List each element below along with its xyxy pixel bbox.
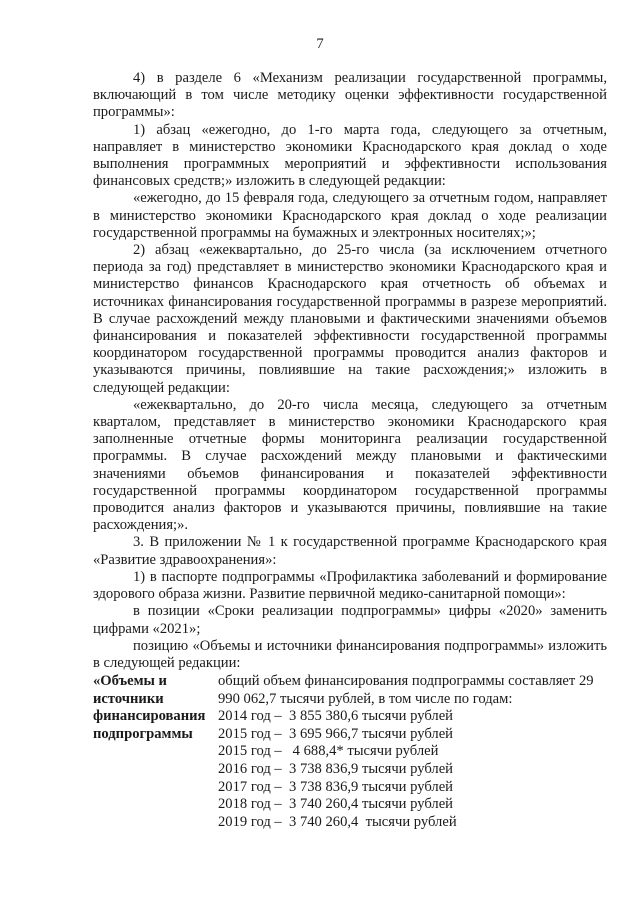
financing-year-row: 2017 год – 3 738 836,9 тысячи рублей bbox=[218, 778, 453, 795]
financing-table bbox=[93, 673, 607, 831]
paragraph-appendix-1: 3. В приложении № 1 к государственной программе Краснодарского края «Развитие здравоохранения»: bbox=[93, 534, 607, 568]
paragraph-terms: в позиции «Сроки реализации подпрограммы» цифры «2020» заменить цифрами «2021»; bbox=[93, 603, 607, 637]
body-text bbox=[93, 70, 607, 672]
paragraph-abzac-1-new: «ежегодно, до 15 февраля года, следующего за отчетным годом, направляет в министерство экономики Краснодарского края доклад о ходе реализации государственной программы на бумажных и электронных носителях;»; bbox=[93, 190, 607, 241]
paragraph-volumes: позицию «Объемы и источники финансирования подпрограммы» изложить в следующей редакции: bbox=[93, 637, 607, 671]
financing-year-row: 2019 год – 3 740 260,4 тысячи рублей bbox=[218, 813, 457, 830]
page-number: 7 bbox=[316, 36, 324, 52]
financing-year-row: 2014 год – 3 855 380,6 тысячи рублей bbox=[218, 708, 453, 725]
financing-values bbox=[218, 673, 607, 831]
financing-year-row: 2015 год – 3 695 966,7 тысячи рублей bbox=[218, 725, 453, 742]
financing-label: «Объемы и источники финансирования подпрограммы bbox=[93, 673, 206, 742]
paragraph-abzac-2-new: «ежеквартально, до 20-го числа месяца, следующего за отчетным кварталом, представляет в министерство экономики Краснодарского края заполненные отчетные формы мониторинга реализации государственной программы. В случае расхождений между плановыми и фактическими значениями объемов финансирования и показателей эффективности государственной программы координатором государственной программы проводится анализ факторов и указываются причины, повлиявшие на такие расхождения;». bbox=[93, 396, 607, 534]
paragraph-abzac-1: 1) абзац «ежегодно, до 1-го марта года, следующего за отчетным, направляет в министерство экономики Краснодарского края доклад о ходе выполнения программных мероприятий и эффективности использования финансовых средств;» изложить в следующей редакции: bbox=[93, 121, 607, 190]
financing-year-row: 2018 год – 3 740 260,4 тысячи рублей bbox=[218, 796, 453, 813]
financing-intro: общий объем финансирования подпрограммы составляет 29 990 062,7 тысячи рублей, в том числе по годам: bbox=[218, 673, 594, 707]
paragraph-passport: 1) в паспорте подпрограммы «Профилактика заболеваний и формирование здорового образа жизни. Развитие первичной медико-санитарной помощи»: bbox=[93, 568, 607, 603]
paragraph-abzac-2: 2) абзац «ежеквартально, до 25-го числа (за исключением отчетного периода за год) представляет в министерство экономики Краснодарского края и министерство финансов Краснодарского края отчетность об объемах и источниках финансирования государственной программы в разрезе мероприятий. В случае расхождений между плановыми и фактическими значениями объемов финансирования и показателей эффективности государственной программы координатором государственной программы проводится анализ факторов и указываются причины, повлиявшие на такие расхождения;» изложить в следующей редакции: bbox=[93, 242, 607, 396]
paragraph-section-6: 4) в разделе 6 «Механизм реализации государственной программы, включающий в том числе методику оценки эффективности государственной программы»: bbox=[93, 70, 607, 121]
financing-year-row: 2015 год – 4 688,4* тысячи рублей bbox=[218, 743, 439, 760]
financing-year-row: 2016 год – 3 738 836,9 тысячи рублей bbox=[218, 760, 453, 777]
